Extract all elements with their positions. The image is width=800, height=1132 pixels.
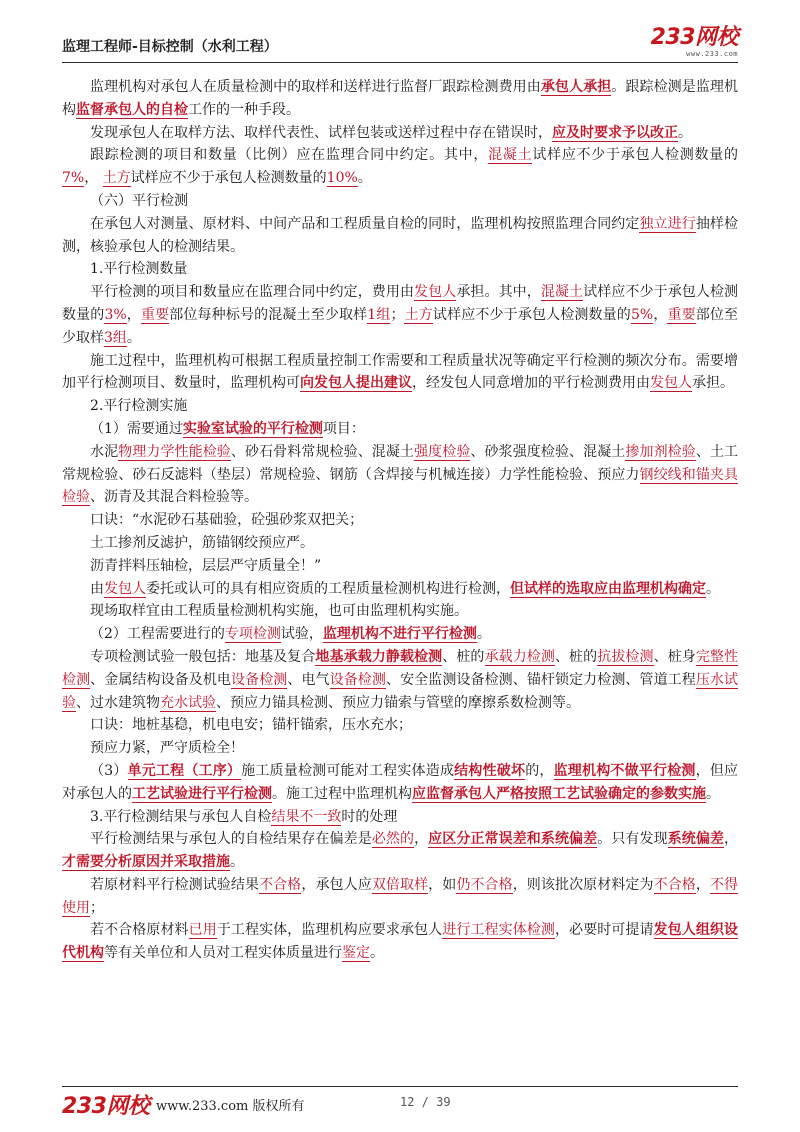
text-run: ，承包人应 (301, 876, 372, 893)
paragraph (62, 578, 738, 601)
document-title: 监理工程师-目标控制（水利工程） (62, 39, 278, 55)
text-run: 沥青拌料压轴检，层层严守质量全！” (90, 557, 322, 574)
text-run: 若不合格原材料 (90, 922, 189, 939)
text-run: 现场取样宜由工程质量检测机构实施，也可由监理机构实施。 (90, 603, 468, 620)
paragraph (62, 441, 738, 509)
paragraph (62, 646, 738, 714)
text-run: 时的处理 (341, 808, 398, 825)
paragraph (62, 600, 738, 623)
text-run: 跟踪检测的项目和数量（比例）应在监理合同中约定。其中， (90, 147, 489, 164)
highlighted-keyword: 独立进行 (639, 215, 696, 232)
highlighted-keyword: 1组 (367, 306, 391, 323)
text-run: 监理机构对承包人在质量检测中的取样和送样进行监督厂跟踪检测费用由 (90, 79, 541, 95)
text-run: 3.平行检测结果与承包人自检 (90, 808, 272, 825)
text-run: ， (724, 831, 739, 848)
highlighted-keyword: 5% (630, 306, 654, 323)
page-header (62, 26, 738, 63)
text-run: 。 (678, 124, 692, 141)
highlighted-keyword: 地基承载力静载检测 (315, 648, 443, 665)
paragraph (62, 555, 738, 578)
footer-copyright: www.233.com 版权所有 (156, 1099, 305, 1114)
highlighted-keyword: 发包人 (650, 375, 692, 392)
text-run: 在承包人对测量、原材料、中间产品和工程质量自检的同时，监理机构按照监理合同约定 (90, 215, 640, 232)
highlighted-keyword: 仍不合格 (456, 876, 513, 893)
text-run: （3） (90, 762, 128, 779)
text-run: 承担。其中， (456, 284, 541, 301)
paragraph (62, 258, 738, 281)
text-run: 、砂石骨料常规检验、混凝土 (230, 443, 415, 460)
highlighted-keyword: 结果不一致 (271, 808, 342, 825)
text-run: 等有关单位和人员对工程实体质量进行 (104, 945, 342, 962)
text-run: 试样应不少于承包人检测数量的 (432, 306, 631, 323)
text-run: （六）平行检测 (90, 192, 188, 209)
text-run: 。跟踪检测是监理机构 (62, 79, 739, 118)
text-run: 施工质量检测可能对工程实体造成 (241, 762, 455, 779)
text-run: 试样应不少于承包人检测数量的 (532, 147, 739, 164)
highlighted-keyword: 双倍取样 (371, 876, 429, 893)
text-run: ， (126, 306, 141, 323)
text-run: ，经发包人同意增加的平行检测费用由 (412, 375, 650, 392)
text-run: 。 (706, 580, 720, 597)
text-run: 委托或认可的具有相应资质的工程质量检测机构进行检测， (146, 580, 510, 597)
paragraph (62, 760, 738, 806)
paragraph (62, 806, 738, 829)
text-run: 部位至少取样 (62, 306, 739, 346)
paragraph (62, 919, 738, 965)
highlighted-keyword: 发包人组织设代机构 (62, 922, 739, 962)
page-number: 12 / 39 (400, 1095, 451, 1109)
highlighted-keyword: 单元工程（工序） (127, 762, 242, 779)
text-run: 工作的一种手段。 (188, 101, 300, 118)
text-run: ，必要时可提请 (554, 922, 654, 939)
paragraph (62, 714, 738, 737)
highlighted-keyword: 压水试验 (62, 671, 739, 711)
highlighted-keyword: 重要 (140, 306, 170, 323)
text-run: 平行检测的项目和数量应在监理合同中约定，费用由 (90, 284, 415, 301)
text-run: ，但应对承包人的 (62, 762, 739, 802)
highlighted-keyword: 混凝土 (488, 147, 533, 164)
highlighted-keyword: 重要 (667, 306, 696, 323)
highlighted-keyword: 完整性检测 (62, 648, 739, 688)
text-run: 发现承包人在取样方法、取样代表性、试样包装或送样过程中存在错误时， (90, 124, 552, 141)
highlighted-keyword: 必然的 (371, 831, 415, 848)
text-run: 平行检测结果与承包人的自检结果存在偏差是 (90, 831, 372, 848)
footer-logo: 233网校 (62, 1094, 150, 1119)
highlighted-keyword: 承包人承担 (540, 79, 612, 95)
highlighted-keyword: 钢绞线和锚夹具检验 (62, 466, 739, 506)
highlighted-keyword: 掺加剂检验 (625, 443, 696, 460)
text-run: 专项检测试验一般包括：地基及复合 (90, 648, 316, 665)
highlighted-keyword: 发包人 (414, 284, 457, 301)
highlighted-keyword: 专项检测 (224, 626, 281, 643)
paragraph (62, 350, 738, 396)
text-run: ，如 (428, 876, 457, 893)
brand-logo (638, 26, 738, 60)
paragraph (62, 122, 738, 145)
text-run: 、土工常规检验、砂石反滤料（垫层）常规检验、钢筋（含焊接与机械连接）力学性能检验、预应力 (62, 443, 739, 483)
highlighted-keyword: 不得使用 (62, 876, 739, 916)
highlighted-keyword: 系统偏差 (667, 831, 725, 848)
highlighted-keyword: 土方 (404, 306, 433, 323)
text-run: 土工掺剂反滤护，筋锚钢绞预应严。 (90, 534, 314, 551)
highlighted-keyword: 物理力学性能检验 (118, 443, 231, 460)
paragraph (62, 144, 738, 190)
highlighted-keyword: 鉴定 (342, 945, 370, 962)
highlighted-keyword: 设备检测 (231, 671, 288, 688)
page-footer (62, 1086, 738, 1117)
text-run: 。 (370, 945, 384, 962)
highlighted-keyword: 不合格 (653, 876, 696, 893)
highlighted-keyword: 3% (104, 306, 127, 323)
document-body (62, 76, 738, 965)
text-run: 的， (525, 762, 554, 779)
highlighted-keyword: 发包人 (104, 580, 146, 597)
brand-logo-url: www.233.com (686, 50, 738, 58)
text-run: 、预应力锚具检测、预应力锚索与管壁的摩擦系数检测等。 (216, 694, 580, 711)
paragraph (62, 737, 738, 760)
text-run: 、桩的 (554, 648, 598, 665)
text-run: ，则该批次原材料定为 (512, 876, 654, 893)
text-run: （1）需要通过 (90, 420, 183, 437)
highlighted-keyword: 土方 (102, 170, 131, 187)
highlighted-keyword: 进行工程实体检测 (442, 922, 555, 939)
highlighted-keyword: 3组 (104, 329, 127, 346)
text-run: 1.平行检测数量 (90, 261, 188, 278)
text-run: 。只有发现 (597, 831, 668, 848)
highlighted-keyword: 已用 (188, 922, 217, 939)
paragraph (62, 213, 738, 259)
text-run: ， (653, 306, 668, 323)
paragraph (62, 874, 738, 920)
text-run: 试验， (280, 626, 323, 643)
highlighted-keyword: 抗拔检测 (597, 648, 654, 665)
highlighted-keyword: 承载力检测 (484, 648, 555, 665)
paragraph (62, 395, 738, 418)
text-run: 。 (476, 626, 491, 643)
highlighted-keyword: 监理机构不进行平行检测 (322, 626, 477, 643)
text-run: 试样应不少于承包人检测数量的 (130, 170, 327, 187)
paragraph (62, 828, 738, 874)
highlighted-keyword: 工艺试验进行平行检测 (132, 785, 272, 802)
text-run: 抽样检测，核验承包人的检测结果。 (62, 215, 739, 255)
text-run: （2）工程需要进行的 (90, 626, 225, 643)
text-run: 。 (126, 329, 141, 346)
paragraph (62, 281, 738, 349)
paragraph (62, 190, 738, 213)
text-run: 、沥青及其混合料检验等。 (90, 489, 258, 506)
text-run: 由 (90, 580, 104, 597)
highlighted-keyword: 但试样的选取应由监理机构确定 (510, 580, 706, 597)
highlighted-keyword: 强度检验 (414, 443, 471, 460)
text-run: 。 (357, 170, 372, 187)
text-run: 、安全监测设备检测、锚杆锁定力检测、管道工程 (385, 671, 696, 688)
text-run: 若原材料平行检测试验结果 (90, 876, 260, 893)
highlighted-keyword: 充水试验 (160, 694, 216, 711)
highlighted-keyword: 不合格 (259, 876, 302, 893)
text-run: ； (390, 306, 405, 323)
highlighted-keyword: 实验室试验的平行检测 (182, 420, 323, 437)
paragraph (62, 509, 738, 532)
highlighted-keyword: 才需要分析原因并采取措施 (62, 854, 230, 871)
text-run: ； (90, 899, 104, 916)
text-run: 于工程实体，监理机构应要求承包人 (216, 922, 443, 939)
text-run: ， (695, 876, 710, 893)
highlighted-keyword: 设备检测 (329, 671, 386, 688)
text-run: 水泥 (90, 443, 119, 460)
text-run: 、金属结构设备及机电 (90, 671, 232, 688)
paragraph (62, 418, 738, 441)
text-run: 口诀：地桩基稳，机电电安；锚杆锚索，压水充水； (90, 717, 412, 734)
text-run: 、砂浆强度检验、混凝土 (470, 443, 626, 460)
text-run: 试样应不少于承包人检测数量的 (62, 284, 739, 323)
text-run: 、桩身 (653, 648, 696, 665)
highlighted-keyword: 监督承包人的自检 (76, 101, 188, 118)
text-run: 承担。 (692, 375, 734, 392)
text-run: 部位每种标号的混凝土至少取样 (169, 306, 368, 323)
highlighted-keyword: 结构性破坏 (454, 762, 526, 779)
paragraph (62, 76, 738, 122)
text-run: 2.平行检测实施 (90, 398, 188, 415)
highlighted-keyword: 监理机构不做平行检测 (553, 762, 696, 779)
text-run: 预应力紧，严守质检全！ (90, 740, 244, 757)
text-run: 口诀：“水泥砂石基础验，砼强砂浆双把关； (90, 512, 364, 529)
brand-logo-text: 233网校 (650, 25, 738, 50)
text-run: 、电气 (287, 671, 330, 688)
highlighted-keyword: 混凝土 (540, 284, 584, 301)
text-run: 。 (706, 785, 720, 802)
text-run: ， (414, 831, 429, 848)
highlighted-keyword: 应及时要求予以改正 (552, 124, 678, 141)
text-run: 施工过程中，监理机构可根据工程质量控制工作需要和工程质量状况等确定平行检测的频次分布。需要增加平行检测项目、数量时，监理机构可 (62, 352, 738, 392)
paragraph (62, 623, 738, 646)
text-run: 、桩的 (442, 648, 485, 665)
highlighted-keyword: 向发包人提出建议 (300, 375, 412, 392)
text-run: ， (84, 170, 103, 187)
text-run: 。 (230, 854, 244, 871)
text-run: 项目： (322, 420, 365, 437)
text-run: 、过水建筑物 (76, 694, 160, 711)
highlighted-keyword: 应区分正常误差和系统偏差 (428, 831, 598, 848)
highlighted-keyword: 应监督承包人严格按照工艺试验确定的参数实施 (412, 785, 706, 802)
paragraph (62, 532, 738, 555)
highlighted-keyword: 7% (62, 170, 85, 187)
text-run: 。施工过程中监理机构 (272, 785, 412, 802)
highlighted-keyword: 10% (326, 170, 358, 187)
